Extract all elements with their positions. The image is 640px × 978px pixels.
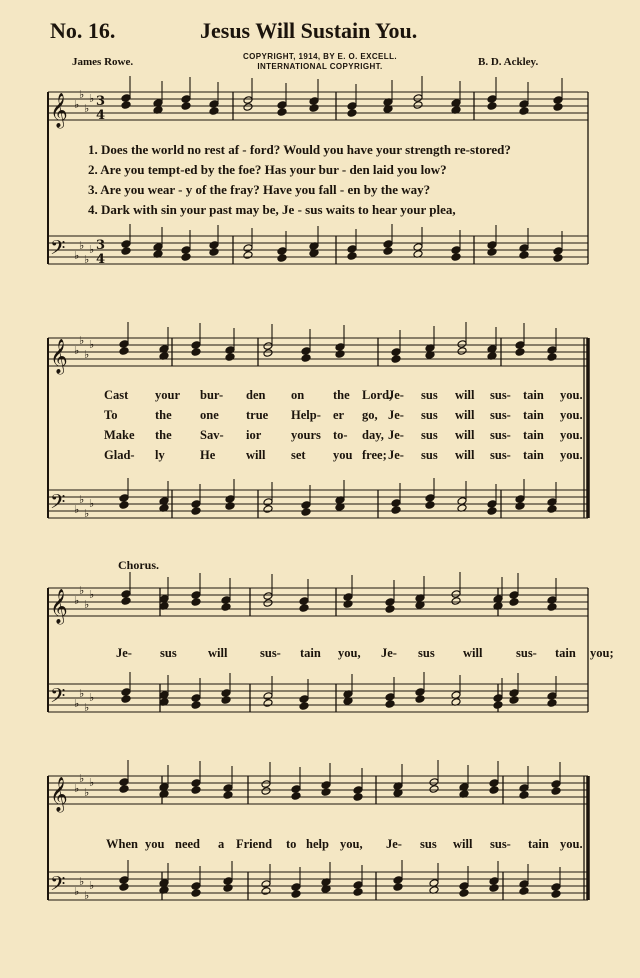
- lyric-syllable: need: [175, 837, 200, 851]
- note-head: [191, 889, 201, 898]
- lyric-syllable: the: [155, 428, 172, 442]
- lyric-syllable: the: [155, 408, 172, 422]
- flat-icon: ♭: [89, 243, 95, 256]
- note-head: [277, 254, 287, 263]
- flat-icon: ♭: [89, 879, 95, 892]
- flat-icon: ♭: [89, 588, 95, 601]
- note-head: [353, 888, 363, 897]
- note-head: [515, 348, 525, 357]
- lyric-syllable: help: [306, 837, 329, 851]
- note-head: [263, 349, 273, 358]
- flat-icon: ♭: [79, 493, 85, 506]
- lyric-syllable: set: [291, 448, 306, 462]
- flat-icon: ♭: [79, 875, 85, 888]
- flat-icon: ♭: [84, 507, 90, 520]
- note-head: [221, 603, 231, 612]
- note-head: [121, 695, 131, 704]
- lyric-syllable: Sav-: [200, 428, 224, 442]
- note-head: [487, 102, 497, 111]
- lyric-syllable: you: [145, 837, 165, 851]
- lyric-syllable: your: [155, 388, 180, 402]
- lyric-syllable: ior: [246, 428, 262, 442]
- flat-icon: ♭: [89, 776, 95, 789]
- hymn-title: Jesus Will Sustain You.: [200, 18, 418, 43]
- lyric-syllable: tain: [523, 408, 544, 422]
- note-head: [119, 785, 129, 794]
- note-head: [519, 887, 529, 896]
- note-head: [191, 701, 201, 710]
- flat-icon: ♭: [74, 885, 80, 898]
- lyric-syllable: er: [333, 408, 345, 422]
- verse-line-3: 3. Are you wear - y of the fray? Have you fall - en by the way?: [88, 182, 431, 197]
- lyric-syllable: will: [455, 408, 475, 422]
- note-head: [451, 597, 461, 606]
- note-head: [335, 350, 345, 359]
- lyric-syllable: to-: [333, 428, 348, 442]
- lyric-syllable: free;: [362, 448, 387, 462]
- flat-icon: ♭: [89, 497, 95, 510]
- lyric-syllable: on: [291, 388, 305, 402]
- note-head: [425, 501, 435, 510]
- lyric-syllable: sus: [421, 428, 438, 442]
- lyric-syllable: you.: [560, 388, 583, 402]
- lyric-syllable: Je-: [381, 646, 397, 660]
- note-head: [519, 251, 529, 260]
- lyric-syllable: Je-: [388, 408, 404, 422]
- note-head: [489, 786, 499, 795]
- note-head: [121, 597, 131, 606]
- note-head: [451, 253, 461, 262]
- lyric-syllable: sus: [421, 408, 438, 422]
- lyric-syllable: ly: [155, 448, 165, 462]
- note-head: [385, 700, 395, 709]
- lyric-syllable: yours: [291, 428, 321, 442]
- lyric-syllable: When: [106, 837, 138, 851]
- lyric-syllable: bur-: [200, 388, 224, 402]
- lyric-syllable: tain: [555, 646, 576, 660]
- lyric-syllable: sus-: [490, 448, 511, 462]
- lyric-syllable: will: [455, 448, 475, 462]
- lyric-syllable: true: [246, 408, 269, 422]
- note-head: [121, 101, 131, 110]
- note-head: [547, 699, 557, 708]
- note-head: [385, 605, 395, 614]
- note-head: [429, 785, 439, 794]
- bass-clef-icon: 𝄢: [50, 872, 66, 900]
- lyric-syllable: will: [208, 646, 228, 660]
- flat-icon: ♭: [89, 338, 95, 351]
- note-head: [181, 102, 191, 111]
- note-head: [191, 598, 201, 607]
- hymn-number: No. 16.: [50, 18, 116, 43]
- note-head: [383, 247, 393, 256]
- flat-icon: ♭: [74, 503, 80, 516]
- verse-line-2: 2. Are you tempt-ed by the foe? Has your bur - den laid you low?: [88, 162, 447, 177]
- note-head: [391, 355, 401, 364]
- flat-icon: ♭: [89, 92, 95, 105]
- flat-icon: ♭: [89, 691, 95, 704]
- bass-clef-icon: 𝄢: [50, 236, 66, 264]
- lyric-syllable: Friend: [236, 837, 273, 851]
- note-head: [119, 883, 129, 892]
- lyric-syllable: you: [333, 448, 353, 462]
- lyric-syllable: Lord,: [362, 388, 393, 402]
- time-signature-top: 3: [96, 94, 106, 109]
- lyric-syllable: sus-: [516, 646, 537, 660]
- note-head: [225, 502, 235, 511]
- note-head: [243, 103, 253, 112]
- flat-icon: ♭: [79, 584, 85, 597]
- lyric-syllable: Make: [104, 428, 135, 442]
- flat-icon: ♭: [74, 594, 80, 607]
- note-head: [121, 247, 131, 256]
- lyric-syllable: Je-: [388, 388, 404, 402]
- lyric-syllable: will: [455, 388, 475, 402]
- note-head: [277, 108, 287, 117]
- note-head: [489, 884, 499, 893]
- flat-icon: ♭: [74, 344, 80, 357]
- copyright-line-1: COPYRIGHT, 1914, BY E. O. EXCELL.: [243, 52, 397, 61]
- treble-clef-icon: 𝄞: [50, 339, 68, 374]
- treble-clef-icon: 𝄞: [50, 589, 68, 624]
- flat-icon: ♭: [84, 598, 90, 611]
- note-head: [209, 248, 219, 257]
- note-head: [243, 251, 253, 260]
- note-head: [343, 600, 353, 609]
- flat-icon: ♭: [74, 782, 80, 795]
- lyric-syllable: Je-: [386, 837, 402, 851]
- note-head: [553, 103, 563, 112]
- lyric-syllable: to: [286, 837, 297, 851]
- chorus-label: Chorus.: [118, 558, 160, 572]
- treble-clef-icon: 𝄞: [50, 93, 68, 128]
- lyric-syllable: tain: [523, 428, 544, 442]
- note-head: [519, 107, 529, 116]
- note-head: [551, 890, 561, 899]
- lyric-syllable: To: [104, 408, 118, 422]
- note-head: [493, 701, 503, 710]
- note-head: [261, 787, 271, 796]
- note-head: [391, 506, 401, 515]
- note-head: [457, 347, 467, 356]
- flat-icon: ♭: [84, 786, 90, 799]
- flat-icon: ♭: [79, 88, 85, 101]
- flat-icon: ♭: [74, 697, 80, 710]
- lyricist: James Rowe.: [72, 56, 134, 68]
- note-head: [347, 252, 357, 261]
- flat-icon: ♭: [74, 249, 80, 262]
- note-head: [547, 603, 557, 612]
- lyric-syllable: sus-: [260, 646, 281, 660]
- flat-icon: ♭: [84, 889, 90, 902]
- lyric-syllable: tain: [300, 646, 321, 660]
- note-head: [415, 695, 425, 704]
- note-head: [221, 696, 231, 705]
- note-head: [553, 254, 563, 263]
- lyric-syllable: sus-: [490, 388, 511, 402]
- note-head: [119, 501, 129, 510]
- flat-icon: ♭: [84, 348, 90, 361]
- note-head: [459, 889, 469, 898]
- note-head: [299, 702, 309, 711]
- lyric-syllable: sus: [421, 388, 438, 402]
- lyric-syllable: go,: [362, 408, 378, 422]
- note-head: [225, 353, 235, 362]
- note-head: [509, 696, 519, 705]
- lyric-syllable: tain: [523, 388, 544, 402]
- note-head: [347, 109, 357, 118]
- time-signature-top: 3: [96, 238, 106, 253]
- note-head: [515, 502, 525, 511]
- note-head: [209, 107, 219, 116]
- bass-clef-icon: 𝄢: [50, 684, 66, 712]
- lyric-syllable: tain: [528, 837, 549, 851]
- lyric-syllable: will: [453, 837, 473, 851]
- flat-icon: ♭: [79, 334, 85, 347]
- note-head: [291, 890, 301, 899]
- note-head: [263, 505, 273, 514]
- bass-clef-icon: 𝄢: [50, 490, 66, 518]
- note-head: [263, 599, 273, 608]
- note-head: [263, 699, 273, 708]
- lyric-syllable: sus: [420, 837, 437, 851]
- note-head: [519, 791, 529, 800]
- note-head: [191, 348, 201, 357]
- flat-icon: ♭: [84, 253, 90, 266]
- lyric-syllable: Help-: [291, 408, 321, 422]
- note-head: [191, 786, 201, 795]
- lyric-syllable: sus: [418, 646, 435, 660]
- note-head: [487, 507, 497, 516]
- note-head: [223, 791, 233, 800]
- lyric-syllable: sus: [421, 448, 438, 462]
- lyric-syllable: sus-: [490, 428, 511, 442]
- note-head: [393, 883, 403, 892]
- lyric-syllable: He: [200, 448, 216, 462]
- composer: B. D. Ackley.: [478, 56, 539, 68]
- note-head: [191, 507, 201, 516]
- lyric-syllable: sus-: [490, 837, 511, 851]
- note-head: [353, 793, 363, 802]
- treble-clef-icon: 𝄞: [50, 777, 68, 812]
- note-head: [181, 253, 191, 262]
- note-head: [299, 604, 309, 613]
- time-signature-bottom: 4: [96, 108, 106, 123]
- lyric-syllable: Je-: [116, 646, 132, 660]
- note-head: [413, 101, 423, 110]
- note-head: [547, 505, 557, 514]
- lyric-syllable: you.: [560, 408, 583, 422]
- lyric-syllable: tain: [523, 448, 544, 462]
- note-head: [291, 792, 301, 801]
- note-head: [547, 353, 557, 362]
- flat-icon: ♭: [79, 772, 85, 785]
- lyric-syllable: a: [218, 837, 225, 851]
- lyric-syllable: sus: [160, 646, 177, 660]
- flat-icon: ♭: [84, 102, 90, 115]
- lyric-syllable: Glad-: [104, 448, 135, 462]
- lyric-syllable: you.: [560, 428, 583, 442]
- flat-icon: ♭: [79, 239, 85, 252]
- lyric-syllable: will: [246, 448, 266, 462]
- lyric-syllable: sus-: [490, 408, 511, 422]
- note-head: [509, 598, 519, 607]
- verse-line-4: 4. Dark with sin your past may be, Je - sus waits to hear your plea,: [88, 202, 456, 217]
- lyric-syllable: one: [200, 408, 219, 422]
- flat-icon: ♭: [74, 98, 80, 111]
- lyric-syllable: Cast: [104, 388, 129, 402]
- flat-icon: ♭: [79, 687, 85, 700]
- lyric-syllable: den: [246, 388, 266, 402]
- lyric-syllable: Je-: [388, 448, 404, 462]
- lyric-syllable: you,: [338, 646, 361, 660]
- lyric-syllable: the: [333, 388, 350, 402]
- note-head: [119, 347, 129, 356]
- lyric-syllable: you,: [340, 837, 363, 851]
- note-head: [309, 104, 319, 113]
- flat-icon: ♭: [84, 701, 90, 714]
- note-head: [223, 884, 233, 893]
- time-signature-bottom: 4: [96, 252, 106, 267]
- note-head: [261, 887, 271, 896]
- note-head: [551, 787, 561, 796]
- note-head: [301, 508, 311, 517]
- lyric-syllable: you.: [560, 837, 583, 851]
- lyric-syllable: you.: [560, 448, 583, 462]
- lyric-syllable: day,: [362, 428, 384, 442]
- copyright-line-2: INTERNATIONAL COPYRIGHT.: [257, 62, 383, 71]
- note-head: [487, 248, 497, 257]
- verse-line-1: 1. Does the world no rest af - ford? Would you have your strength re-stored?: [88, 142, 511, 157]
- lyric-syllable: you;: [590, 646, 614, 660]
- lyric-syllable: Je-: [388, 428, 404, 442]
- lyric-syllable: will: [463, 646, 483, 660]
- note-head: [321, 788, 331, 797]
- lyric-syllable: will: [455, 428, 475, 442]
- note-head: [301, 354, 311, 363]
